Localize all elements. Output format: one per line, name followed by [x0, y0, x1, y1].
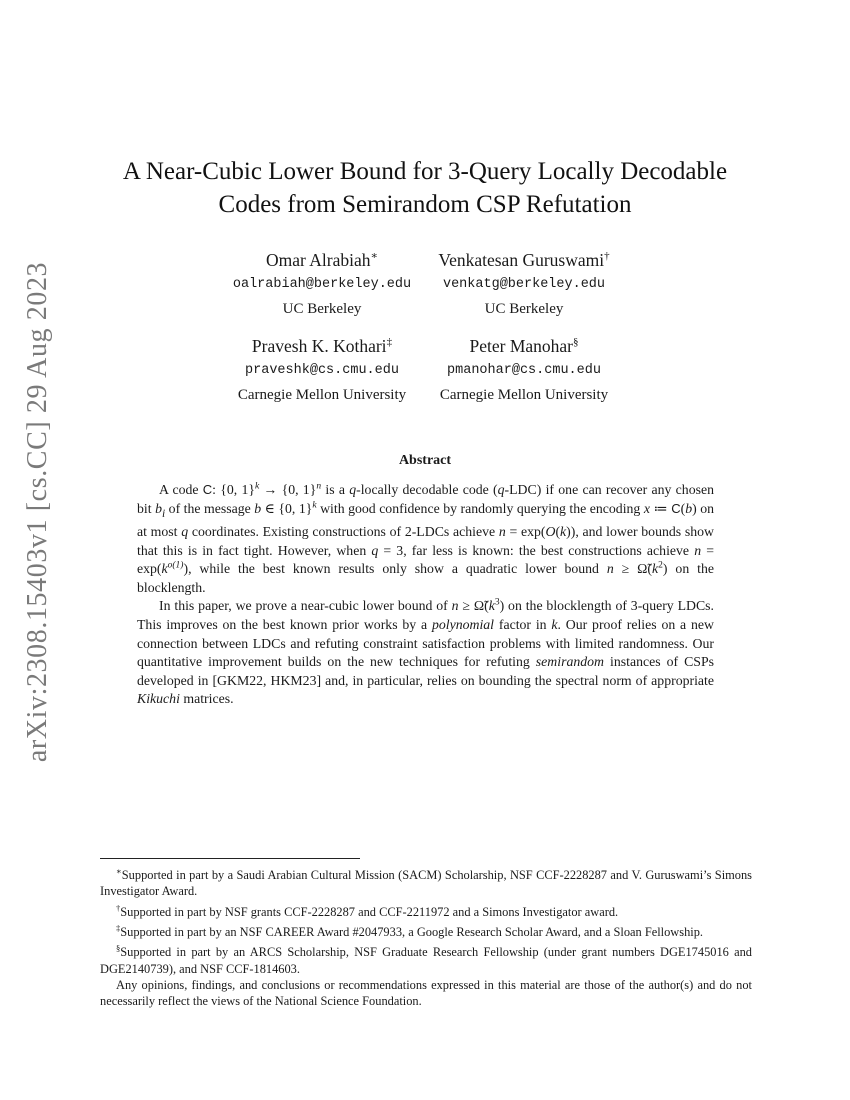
author-name-text: Venkatesan Guruswami	[438, 249, 605, 270]
footnote-marker: ∗	[370, 250, 378, 262]
author-name	[212, 245, 432, 271]
author-email: praveshk@cs.cmu.edu	[245, 362, 399, 378]
author-name	[414, 331, 634, 357]
abstract-body	[137, 481, 714, 709]
author-email: venkatg@berkeley.edu	[442, 276, 606, 292]
footnote-marker: §	[573, 336, 579, 348]
footnote: †Supported in part by NSF grants CCF-2228287 and CCF-2211972 and a Simons Investigator award.	[116, 902, 619, 919]
footnote: ∗Supported in part by a Saudi Arabian Cultural Mission (SACM) Scholarship, NSF CCF-2228287 and V. Guruswami’s Simons Investigator Award.	[100, 866, 752, 899]
author-name	[212, 331, 432, 357]
abstract-heading: Abstract	[398, 453, 452, 468]
author-block	[212, 245, 432, 320]
author-name-text: Omar Alrabiah	[266, 249, 371, 270]
author-name-text: Pravesh K. Kothari	[251, 335, 387, 356]
author-institution: Carnegie Mellon University	[439, 386, 609, 403]
paper-title-line-2: Codes from Semirandom CSP Refutation	[218, 191, 632, 218]
footnote: §Supported in part by an ARCS Scholarship, NSF Graduate Research Fellowship (under grant numbers DGE1745016 and DGE2140739), and NSF CCF-1814603.	[100, 943, 752, 976]
author-name	[414, 245, 634, 271]
author-institution: UC Berkeley	[282, 300, 362, 317]
author-institution: UC Berkeley	[484, 300, 564, 317]
author-institution: Carnegie Mellon University	[237, 386, 407, 403]
paper-title-line-1: A Near-Cubic Lower Bound for 3-Query Locally Decodable	[122, 158, 728, 185]
author-block	[212, 331, 432, 406]
author-block	[414, 245, 634, 320]
footnote-marker: †	[604, 250, 610, 262]
paper-title	[60, 155, 790, 221]
author-block	[414, 331, 634, 406]
footnote-divider	[100, 858, 360, 859]
abstract-paragraph-2: In this paper, we prove a near-cubic lower bound of $n \ge \Omegã(k^3)$ on the blocklength of 3-query LDCs. This improves on the best known prior works by a polynomial factor in k. Our proof relies on a new connection between LDCs and refuting constraint satisfaction problems with limited randomness. Our quantitative improvement builds on the new techniques for refuting semirandom instances of CSPs developed in [GKM22, HKM23] and, in particular, relies on bounding the spectral norm of appropriate Kikuchi matrices.	[137, 597, 714, 707]
footnote-disclaimer: Any opinions, findings, and conclusions or recommendations expressed in this material are those of the author(s) and do not necessarily reflect the views of the National Science Foundation.	[100, 977, 752, 1008]
author-email: oalrabiah@berkeley.edu	[232, 276, 412, 292]
arxiv-identifier-stamp	[18, 262, 58, 762]
author-name-text: Peter Manohar	[469, 335, 573, 356]
abstract-paragraph-1: A code C: {0, 1}$^k$ → {0, 1}$^n$ is a q-locally decodable code (q-LDC) if one can recover any chosen bit $b_i$ of the message b ∈ {0, 1}$^k$ with good confidence by randomly querying the encoding x ≔ C(b) on at most q coordinates. Existing constructions of 2-LDCs achieve n = exp(O(k)), and lower bounds show that this is in fact tight. However, when q = 3, far less is known: the best constructions achieve $n = \exp(k^{o(1)})$, while the best known results only show a quadratic lower bound $n \ge \Omegã(k^2)$ on the blocklength.	[137, 481, 715, 595]
footnote-marker: ‡	[386, 336, 393, 348]
footnote: ‡Supported in part by an NSF CAREER Award #2047933, a Google Research Scholar Award, and a Sloan Fellowship.	[116, 922, 704, 939]
author-email: pmanohar@cs.cmu.edu	[447, 362, 601, 378]
footnotes	[100, 863, 752, 1009]
arxiv-identifier-text: arXiv:2308.15403v1 [cs.CC] 29 Aug 2023	[22, 261, 53, 763]
